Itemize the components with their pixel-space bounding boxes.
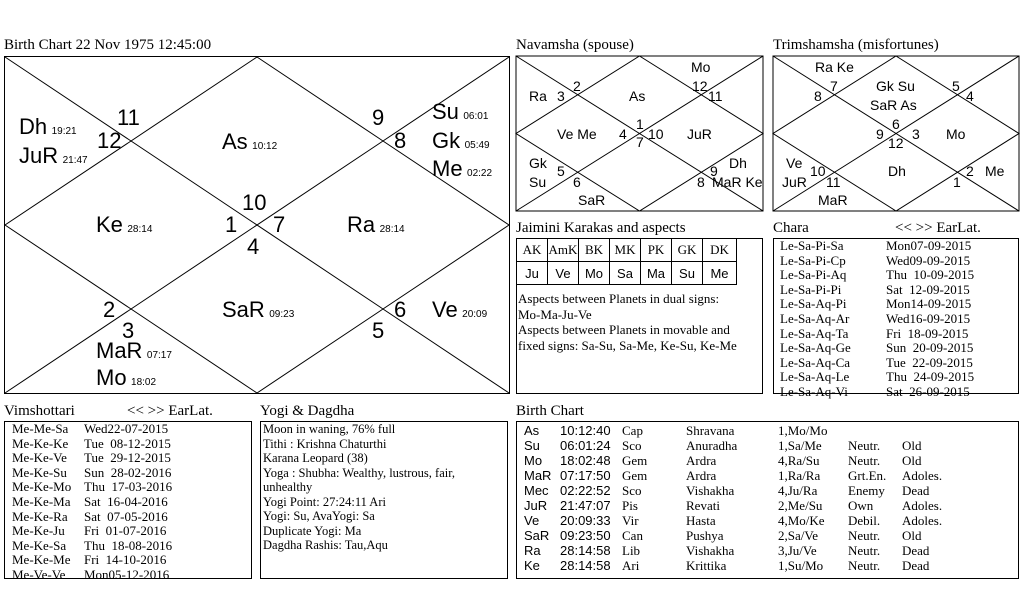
aspect-line: Aspects between Planets in movable and [518, 322, 730, 337]
house-number: 3 [122, 318, 135, 343]
yogi-line: unhealthy [263, 480, 313, 494]
yogi-line: Moon in waning, 76% full [263, 422, 396, 436]
nav-label: Ra [529, 88, 547, 104]
trim-label: Dh [888, 163, 906, 179]
karaka-header: BK [579, 239, 610, 262]
trim-label: MaR [818, 192, 848, 208]
birth-table-cell: Grt.En. [848, 468, 887, 483]
chara-row [780, 312, 974, 327]
karaka-header: AmK [548, 239, 579, 262]
birth-table-cell: 1,Su/Mo [778, 558, 824, 573]
birth-table-row [524, 483, 966, 498]
birth-table-cell: 1,Sa/Me [778, 438, 822, 453]
dasha-date: Sat 16-04-2016 [84, 493, 168, 509]
birth-table-cell: Hasta [686, 513, 716, 528]
birth-table-cell: Own [848, 498, 874, 513]
birth-table-cell: Shravana [686, 423, 735, 438]
dasha-period: Me-Ke-Ju [12, 523, 65, 539]
birth-table-cell: Adoles. [902, 498, 943, 513]
dasha-date: Fri 14-10-2016 [84, 552, 167, 568]
dasha-period: Me-Ke-Mo [12, 479, 72, 495]
chara-date: Fri 18-09-2015 [886, 325, 969, 341]
birth-table-cell: 28:14:58 [560, 543, 611, 558]
nav-label: As [629, 88, 646, 104]
aspect-line: Mo-Ma-Ju-Ve [518, 306, 592, 322]
trim-label: Ve [786, 155, 803, 171]
planet-gk: Gk 05:49 [432, 128, 490, 153]
birth-table-row [524, 453, 966, 468]
birth-table-row [524, 438, 966, 453]
birth-table-cell: 10:12:40 [560, 423, 611, 438]
karaka-value: Sa [610, 262, 641, 285]
karaka-table [516, 238, 737, 285]
nav-label: Mo [691, 59, 711, 75]
dasha-period: Me-Ke-Ve [12, 450, 67, 466]
house-number: 7 [273, 212, 286, 237]
trim-label: 10 [810, 163, 826, 179]
birth-table-cell: Pushya [686, 528, 724, 543]
karaka-value: Mo [579, 262, 610, 285]
nav-label: Dh [729, 155, 747, 171]
birth-table-cell: Can [622, 528, 643, 543]
birth-table [524, 423, 966, 573]
birth-table-row [524, 513, 966, 528]
chara-date: Sat 12-09-2015 [886, 281, 970, 297]
chara-date: Tue 22-09-2015 [886, 354, 973, 370]
birth-table-cell: Ardra [686, 468, 717, 483]
vimshottari-title: Vimshottari [4, 403, 75, 419]
birth-table-cell: 2,Me/Su [778, 498, 823, 513]
dasha-period: Me-Ke-Sa [12, 537, 67, 553]
birth-table-cell: Vir [622, 513, 639, 528]
planet-sar: SaR 09:23 [222, 297, 295, 322]
vimshottari-row [12, 451, 172, 466]
birth-table-cell: SaR [524, 528, 550, 543]
house-number: 6 [394, 297, 407, 322]
nav-label: 7 [636, 134, 644, 150]
chara-list [780, 239, 974, 400]
birth-table-row [524, 468, 966, 483]
house-number: 10 [242, 190, 267, 215]
birth-table-cell: JuR [524, 498, 548, 513]
birth-table-cell: 3,Ju/Ve [778, 543, 817, 558]
dasha-period: Me-Ke-Me [12, 552, 71, 568]
birth-table-row [524, 423, 966, 438]
nav-label: MaR Ke [712, 174, 763, 190]
chara-date: Wed09-09-2015 [886, 252, 971, 268]
trim-label: 9 [876, 126, 884, 142]
nav-label: 11 [708, 88, 723, 104]
birth-table-row [524, 498, 966, 513]
vimshottari-row [12, 495, 172, 510]
jaimini-aspects [518, 291, 737, 353]
birth-table-cell: 4,Ra/Su [778, 453, 820, 468]
dasha-period: Me-Ke-Su [12, 464, 67, 480]
dasha-date: Thu 17-03-2016 [84, 479, 173, 495]
chara-row [780, 370, 974, 385]
house-number: 1 [225, 212, 238, 237]
chara-date: Wed16-09-2015 [886, 310, 971, 326]
nav-label: 2 [573, 78, 581, 94]
birth-table-cell: Adoles. [902, 468, 943, 483]
vimshottari-row [12, 524, 172, 539]
trim-label: 11 [826, 174, 841, 190]
birth-table-cell: 2,Sa/Ve [778, 528, 819, 543]
house-number: 5 [372, 318, 385, 343]
birth-table-cell: Gem [622, 468, 648, 483]
birth-table-cell: Ari [622, 558, 640, 573]
dasha-period: Me-Ve-Ve [12, 566, 66, 582]
birth-table-cell [848, 423, 902, 438]
yogi-line: Yogi Point: 27:24:11 Ari [263, 494, 386, 509]
nav-label: Ve Me [557, 126, 597, 142]
nav-label: 4 [619, 126, 627, 142]
planet-ra: Ra 28:14 [347, 212, 405, 237]
chara-date: Sun 20-09-2015 [886, 340, 974, 356]
vimshottari-row [12, 466, 172, 481]
house-number: 9 [372, 105, 385, 130]
karaka-header: DK [703, 239, 737, 262]
yogi-line: Dagdha Rashis: Tau,Aqu [263, 538, 388, 552]
yogi-title: Yogi & Dagdha [260, 403, 355, 419]
chara-row [780, 268, 974, 283]
birth-table-cell: Pis [622, 498, 638, 513]
birth-table-row [524, 528, 966, 543]
vimshottari-list [12, 422, 172, 583]
birth-table-cell: 21:47:07 [560, 498, 611, 513]
nav-label: 10 [648, 126, 664, 142]
aspect-line: fixed signs: Sa-Su, Sa-Me, Ke-Su, Ke-Me [518, 337, 737, 353]
birth-table-cell: Mec [524, 483, 549, 498]
birth-table-cell: Dead [902, 483, 930, 498]
trimshamsha-title: Trimshamsha (misfortunes) [773, 37, 939, 53]
vimshottari-row [12, 437, 172, 452]
chara-row [780, 341, 974, 356]
dasha-period: Me-Ke-Ma [12, 493, 71, 509]
nav-label: 3 [557, 88, 565, 104]
birth-table-cell: 07:17:50 [560, 468, 611, 483]
chara-period: Le-Sa-Aq-Ta [780, 325, 849, 341]
birth-table-cell: Revati [686, 498, 720, 513]
chara-row [780, 327, 974, 342]
birth-table-cell: 09:23:50 [560, 528, 611, 543]
dasha-period: Me-Me-Sa [12, 421, 69, 436]
birth-table-cell: Gem [622, 453, 648, 468]
chara-row [780, 297, 974, 312]
birth-table-cell [902, 423, 966, 438]
birth-table-cell: Neutr. [848, 528, 881, 543]
yogi-line: Yoga : Shubha: Wealthy, lustrous, fair, [263, 465, 456, 480]
birth-table-cell: Neutr. [848, 453, 881, 468]
planet-su: Su 06:01 [432, 99, 489, 124]
planet-ke: Ke 28:14 [96, 212, 153, 237]
birth-table-cell: Enemy [848, 483, 885, 498]
birth-table-cell: Neutr. [848, 438, 881, 453]
trim-label: Mo [946, 126, 966, 142]
vimshottari-row [12, 480, 172, 495]
nav-label: 5 [557, 163, 565, 179]
trim-label: 7 [830, 78, 838, 94]
birth-table-cell: MaR [524, 468, 552, 483]
dasha-date: Wed22-07-2015 [84, 421, 169, 436]
karaka-header: PK [641, 239, 672, 262]
karaka-value: Ma [641, 262, 672, 285]
birth-table-cell: Ve [524, 513, 540, 528]
chara-period: Le-Sa-Aq-Ca [780, 354, 851, 370]
dasha-date: Mon05-12-2016 [84, 566, 170, 582]
chara-row [780, 254, 974, 269]
chara-period: Le-Sa-Aq-Pi [780, 296, 847, 312]
trim-label: 12 [888, 135, 904, 151]
karaka-value: Ju [517, 262, 548, 285]
planet-ve: Ve 20:09 [432, 297, 488, 322]
navamsha-title: Navamsha (spouse) [516, 37, 634, 53]
karaka-value: Ve [548, 262, 579, 285]
chara-period: Le-Sa-Aq-Ar [780, 310, 850, 326]
dasha-period: Me-Ke-Ra [12, 508, 68, 524]
birth-table-cell: Dead [902, 543, 930, 558]
birth-table-cell: 4,Ju/Ra [778, 483, 818, 498]
birth-table-cell: 28:14:58 [560, 558, 611, 573]
vimshottari-row [12, 422, 172, 437]
nav-label: Gk [529, 155, 547, 171]
house-number: 12 [97, 128, 122, 153]
vimshottari-nav[interactable]: << >> EarLat. [127, 403, 213, 419]
chara-period: Le-Sa-Pi-Aq [780, 267, 847, 283]
karaka-header: AK [517, 239, 548, 262]
chara-date: Thu 10-09-2015 [886, 267, 975, 283]
nav-label: 6 [573, 174, 581, 190]
birth-table-cell: 06:01:24 [560, 438, 611, 453]
birth-table-cell: 02:22:52 [560, 483, 611, 498]
vimshottari-row [12, 510, 172, 525]
chara-period: Le-Sa-Aq-Le [780, 369, 850, 385]
trim-label: Ra Ke [815, 59, 854, 75]
house-number: 2 [103, 297, 116, 322]
house-number: 11 [117, 105, 140, 130]
chara-row [780, 283, 974, 298]
chara-date: Mon14-09-2015 [886, 296, 972, 312]
karaka-value: Su [672, 262, 703, 285]
yogi-line: Duplicate Yogi: Ma [263, 523, 362, 538]
dasha-period: Me-Ke-Ke [12, 435, 69, 451]
birth-table-cell: 18:02:48 [560, 453, 611, 468]
planet-me: Me 02:22 [432, 156, 493, 181]
karaka-header: MK [610, 239, 641, 262]
dasha-date: Thu 18-08-2016 [84, 537, 173, 553]
nav-label: 1 [636, 116, 644, 132]
birth-chart-title: Birth Chart 22 Nov 1975 12:45:00 [4, 37, 212, 53]
dasha-date: Sun 28-02-2016 [84, 464, 172, 480]
trim-label: 5 [952, 78, 960, 94]
vimshottari-row [12, 539, 172, 554]
chara-period: Le-Sa-Aq-Vi [780, 383, 848, 399]
yogi-line: Tithi : Krishna Chaturthi [263, 436, 387, 451]
trim-label: SaR As [870, 97, 917, 113]
birth-table-cell: Vishakha [686, 483, 735, 498]
birth-table-cell: Krittika [686, 558, 727, 573]
dasha-date: Tue 08-12-2015 [84, 435, 171, 451]
house-number: 4 [247, 234, 260, 259]
birth-table-cell: Dead [902, 558, 930, 573]
birth-table-title: Birth Chart [516, 403, 584, 419]
birth-table-cell: Lib [622, 543, 641, 558]
chara-period: Le-Sa-Aq-Ge [780, 340, 851, 356]
trim-label: 2 [966, 163, 974, 179]
planet-dh: Dh 19:21 [19, 114, 77, 139]
birth-table-cell: Mo [524, 453, 543, 468]
chara-date: Mon07-09-2015 [886, 238, 972, 253]
birth-table-cell: 20:09:33 [560, 513, 611, 528]
birth-table-cell: Ardra [686, 453, 717, 468]
chara-date: Thu 24-09-2015 [886, 369, 975, 385]
planet-jur: JuR 21:47 [19, 143, 88, 168]
chara-row [780, 239, 974, 254]
nav-label: Su [529, 174, 547, 190]
birth-table-cell: Cap [622, 423, 643, 438]
birth-table-cell: Old [902, 453, 922, 468]
nav-label: SaR [578, 192, 606, 208]
yogi-list [263, 422, 455, 553]
birth-table-cell: Ke [524, 558, 540, 573]
nav-label: 12 [692, 78, 708, 94]
dasha-date: Fri 01-07-2016 [84, 523, 167, 539]
birth-table-cell: Debil. [848, 513, 881, 528]
house-number: 8 [394, 128, 407, 153]
trim-label: Gk Su [876, 78, 915, 94]
birth-table-row [524, 543, 966, 558]
trim-label: JuR [782, 174, 807, 190]
trim-label: Me [985, 163, 1005, 179]
birth-table-cell: Neutr. [848, 558, 881, 573]
chara-nav[interactable]: << >> EarLat. [895, 220, 981, 236]
planet-mar: MaR 07:17 [96, 338, 172, 363]
birth-table-cell: 1,Ra/Ra [778, 468, 821, 483]
nav-label: 8 [697, 174, 705, 190]
birth-table-cell: Sco [622, 483, 642, 498]
trim-label: 3 [912, 126, 920, 142]
birth-table-cell: 1,Mo/Mo [778, 423, 828, 438]
birth-table-cell: As [524, 423, 540, 438]
birth-table-cell: Vishakha [686, 543, 735, 558]
planet-mo: Mo 18:02 [96, 365, 157, 390]
chara-title: Chara [773, 220, 809, 236]
birth-table-cell: Ra [524, 543, 541, 558]
birth-table-cell: Old [902, 528, 922, 543]
chara-period: Le-Sa-Pi-Sa [780, 238, 844, 253]
chara-row [780, 356, 974, 371]
planet-as: As 10:12 [222, 129, 278, 154]
chara-row [780, 385, 974, 400]
yogi-line: Yogi: Su, AvaYogi: Sa [263, 509, 375, 523]
birth-table-cell: Neutr. [848, 543, 881, 558]
birth-table-cell: Anuradha [686, 438, 738, 453]
jaimini-title: Jaimini Karakas and aspects [516, 220, 686, 236]
birth-table-cell: Adoles. [902, 513, 943, 528]
karaka-header: GK [672, 239, 703, 262]
birth-table-cell: 4,Mo/Ke [778, 513, 825, 528]
karaka-value: Me [703, 262, 737, 285]
yogi-line: Karana Leopard (38) [263, 451, 368, 465]
trim-label: 1 [953, 174, 961, 190]
chara-period: Le-Sa-Pi-Cp [780, 252, 846, 268]
dasha-date: Sat 07-05-2016 [84, 508, 168, 524]
nav-label: 9 [710, 163, 718, 179]
vimshottari-row [12, 568, 172, 583]
trim-label: 6 [892, 116, 900, 132]
birth-table-cell: Old [902, 438, 922, 453]
trim-label: 4 [966, 88, 974, 104]
trim-label: 8 [814, 88, 822, 104]
nav-label: JuR [687, 126, 712, 142]
birth-table-row [524, 558, 966, 573]
aspect-line: Aspects between Planets in dual signs: [518, 291, 720, 306]
birth-table-cell: Sco [622, 438, 642, 453]
dasha-date: Tue 29-12-2015 [84, 450, 171, 466]
vimshottari-row [12, 553, 172, 568]
chara-date: Sat 26-09-2015 [886, 383, 970, 399]
birth-table-cell: Su [524, 438, 540, 453]
chara-period: Le-Sa-Pi-Pi [780, 281, 842, 297]
